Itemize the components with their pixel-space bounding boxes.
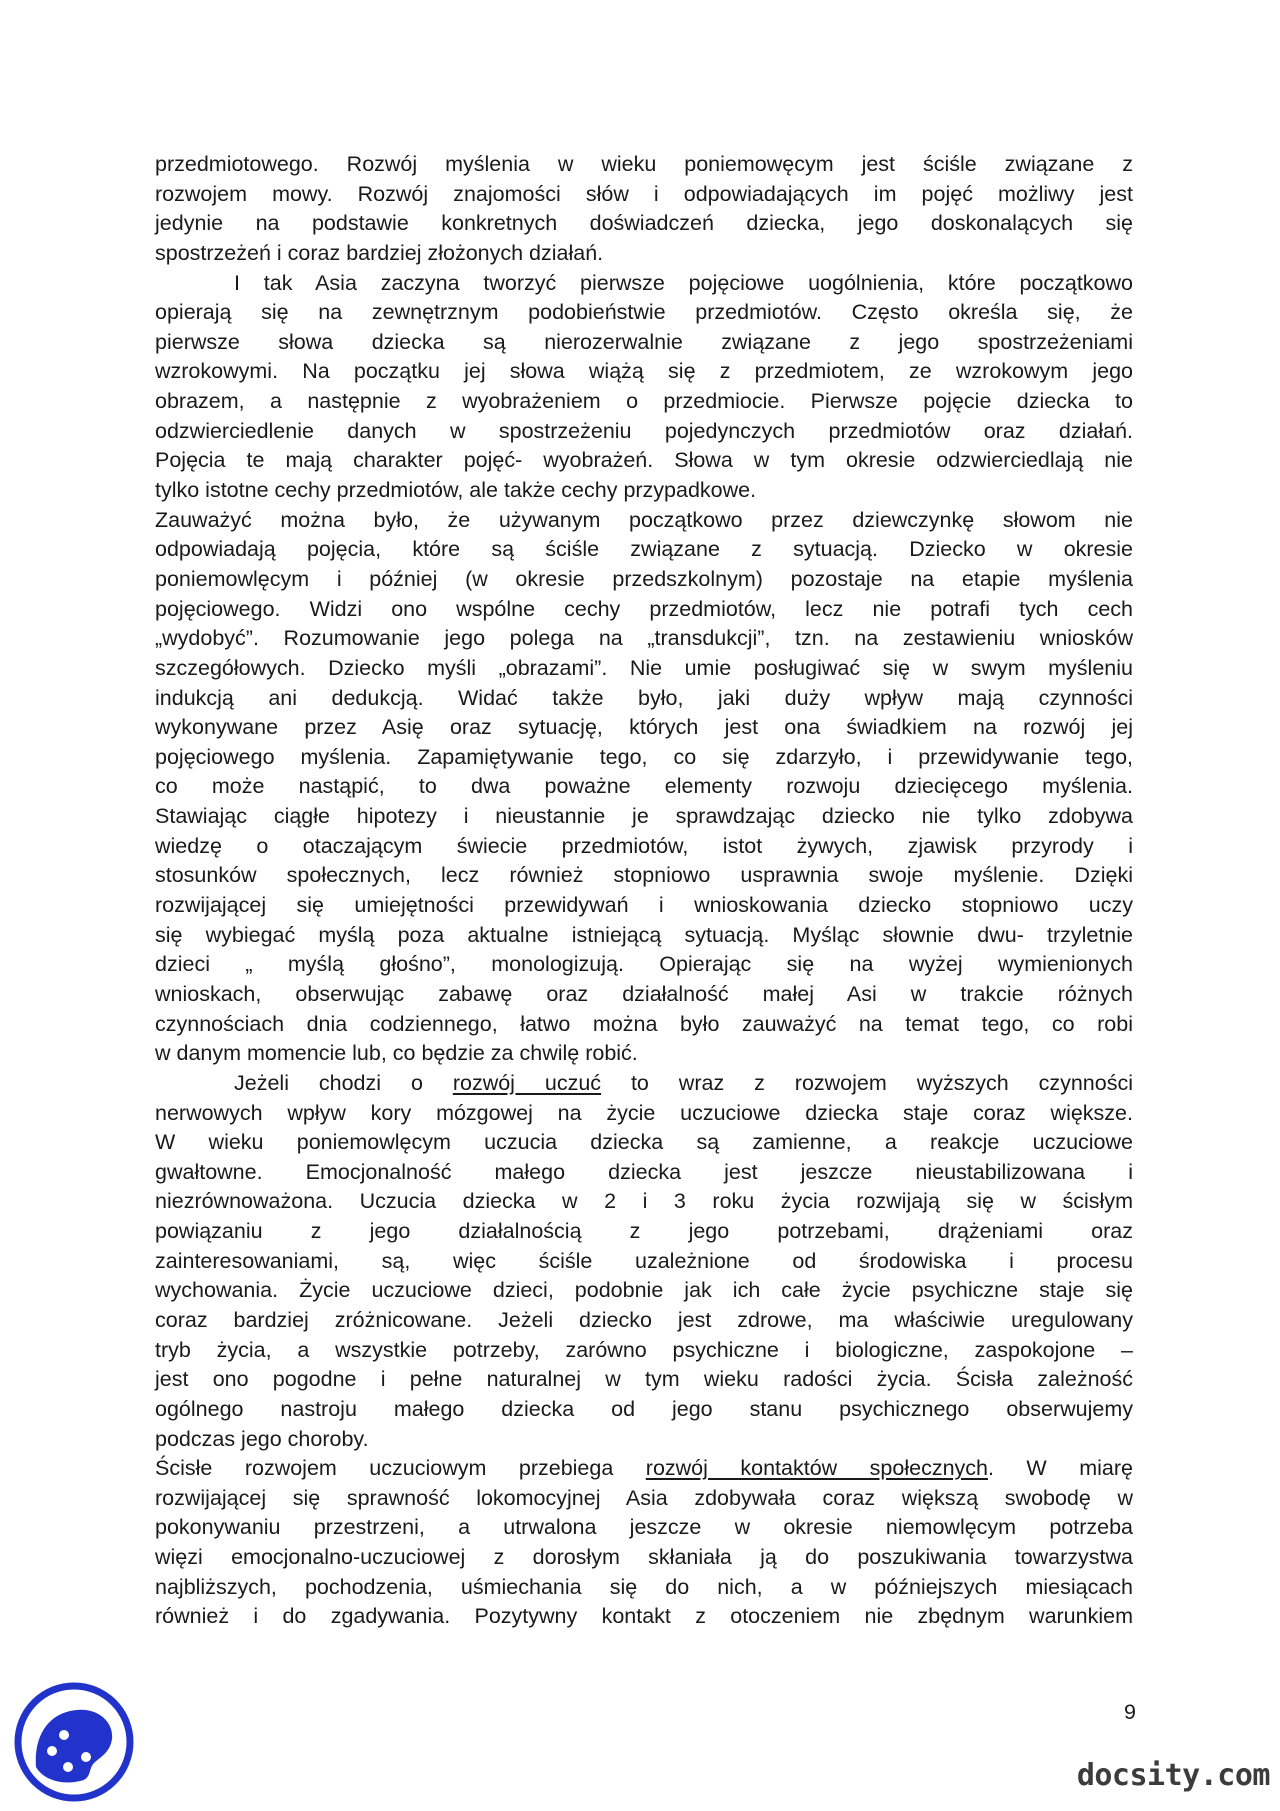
text-line <box>155 1513 1133 1543</box>
underlined-phrase: rozwój uczuć <box>452 1070 602 1095</box>
text-segment: wiedzę o otaczającym świecie przedmiotów, istot żywych, zjawisk przyrody i <box>155 833 1133 858</box>
text-segment: gwałtowne. Emocjonalność małego dziecka jest jeszcze nieustabilizowana i <box>155 1159 1133 1184</box>
text-line <box>155 1425 1133 1455</box>
text-segment: rozwijającej się sprawność lokomocyjnej Asia zdobywała coraz większą swobodę w <box>155 1485 1133 1510</box>
text-segment: również i do zgadywania. Pozytywny kontakt z otoczeniem nie zbędnym warunkiem <box>155 1604 1133 1629</box>
text-line <box>155 328 1133 358</box>
text-line <box>155 417 1133 447</box>
text-segment: opierają się na zewnętrznym podobieństwie przedmiotów. Często określa się, że <box>155 300 1133 325</box>
text-line <box>155 1039 1133 1069</box>
text-segment: wnioskach, obserwując zabawę oraz działalność małej Asi w trakcie różnych <box>155 981 1133 1006</box>
text-line <box>155 1484 1133 1514</box>
text-segment: odpowiadają pojęcia, które są ściśle związane z sytuacją. Dziecko w okresie <box>155 537 1133 562</box>
text-line <box>155 1158 1133 1188</box>
text-segment: pierwsze słowa dziecka są nierozerwalnie związane z jego spostrzeżeniami <box>155 329 1133 354</box>
text-line <box>155 1217 1133 1247</box>
text-line <box>155 1454 1133 1484</box>
text-line <box>155 595 1133 625</box>
text-segment: dzieci „ myślą głośno”, monologizują. Opierając się na wyżej wymienionych <box>155 952 1133 977</box>
text-line <box>155 1128 1133 1158</box>
text-line <box>155 269 1133 299</box>
text-segment: szczegółowych. Dziecko myśli „obrazami”. Nie umie posługiwać się w swym myśleniu <box>155 655 1133 680</box>
text-line <box>155 772 1133 802</box>
text-segment: indukcją ani dedukcją. Widać także było, jaki duży wpływ mają czynności <box>155 685 1133 710</box>
text-segment: jedynie na podstawie konkretnych doświadczeń dziecka, jego doskonalących się <box>155 211 1133 236</box>
text-line <box>155 239 1133 269</box>
text-segment: najbliższych, pochodzenia, uśmiechania się do nich, a w późniejszych miesiącach <box>155 1574 1133 1599</box>
text-segment: Ścisłe rozwojem uczuciowym przebiega <box>155 1456 646 1481</box>
text-line <box>155 1543 1133 1573</box>
text-line <box>155 476 1133 506</box>
text-segment: spostrzeżeń i coraz bardziej złożonych działań. <box>155 240 604 265</box>
text-line <box>155 1010 1133 1040</box>
text-segment: przedmiotowego. Rozwój myślenia w wieku poniemowęcym jest ściśle związane z <box>155 152 1133 176</box>
text-segment: się wybiegać myślą poza aktualne istniejącą sytuacją. Myśląc słownie dwu- trzyletnie <box>155 922 1133 947</box>
text-segment: pojęciowego myślenia. Zapamiętywanie tego, co się zdarzyło, i przewidywanie tego, <box>155 744 1133 769</box>
text-line <box>155 506 1133 536</box>
text-line <box>155 891 1133 921</box>
text-segment: ogólnego nastroju małego dziecka od jego stanu psychicznego obserwujemy <box>155 1396 1133 1421</box>
text-line <box>155 624 1133 654</box>
text-line <box>155 1602 1133 1632</box>
text-segment: jest ono pogodne i pełne naturalnej w tym wieku radości życia. Ścisła zależność <box>155 1367 1133 1392</box>
text-segment: co może nastąpić, to dwa poważne elementy rozwoju dziecięcego myślenia. <box>155 774 1133 799</box>
text-line <box>155 921 1133 951</box>
text-segment: powiązaniu z jego działalnością z jego potrzebami, drążeniami oraz <box>155 1219 1133 1244</box>
text-segment: wykonywane przez Asię oraz sytuację, których jest ona świadkiem na rozwój jej <box>155 715 1133 740</box>
text-line <box>155 209 1133 239</box>
text-segment: I tak Asia zaczyna tworzyć pierwsze pojęciowe uogólnienia, które początkowo <box>234 270 1133 295</box>
text-line <box>155 150 1133 180</box>
text-line <box>155 980 1133 1010</box>
text-segment: wzrokowymi. Na początku jej słowa wiążą się z przedmiotem, ze wzrokowym jego <box>155 359 1133 384</box>
text-segment: tylko istotne cechy przedmiotów, ale także cechy przypadkowe. <box>155 478 757 503</box>
text-line <box>155 684 1133 714</box>
text-segment: Stawiając ciągłe hipotezy i nieustannie je sprawdzając dziecko nie tylko zdobywa <box>155 804 1133 829</box>
docsity-watermark[interactable]: docsity.com <box>1076 1758 1270 1793</box>
text-segment: coraz bardziej zróżnicowane. Jeżeli dziecko jest zdrowe, ma właściwie uregulowany <box>155 1307 1133 1332</box>
text-line <box>155 1365 1133 1395</box>
text-line <box>155 1306 1133 1336</box>
text-segment: nerwowych wpływ kory mózgowej na życie uczuciowe dziecka staje coraz większe. <box>155 1100 1133 1125</box>
text-line <box>155 861 1133 891</box>
text-segment: obrazem, a następnie z wyobrażeniem o przedmiocie. Pierwsze pojęcie dziecka to <box>155 389 1133 414</box>
text-line <box>155 743 1133 773</box>
text-line <box>155 535 1133 565</box>
text-segment: W wieku poniemowlęcym uczucia dziecka są zamienne, a reakcje uczuciowe <box>155 1130 1133 1155</box>
text-segment: to wraz z rozwojem wyższych czynności <box>601 1070 1134 1095</box>
text-segment: rozwojem mowy. Rozwój znajomości słów i odpowiadających im pojęć możliwy jest <box>155 181 1133 206</box>
text-segment: zainteresowaniami, są, więc ściśle uzależnione od środowiska i procesu <box>155 1248 1133 1273</box>
text-segment: rozwijającej się umiejętności przewidywań i wnioskowania dziecko stopniowo uczy <box>155 893 1133 918</box>
text-line <box>155 1276 1133 1306</box>
text-line <box>155 387 1133 417</box>
text-segment: w danym momencie lub, co będzie za chwilę robić. <box>155 1041 638 1066</box>
text-line <box>155 950 1133 980</box>
underlined-phrase: rozwój kontaktów społecznych <box>645 1456 988 1481</box>
text-segment: tryb życia, a wszystkie potrzeby, zarówno psychiczne i biologiczne, zaspokojone – <box>155 1337 1133 1362</box>
text-line <box>155 713 1133 743</box>
text-segment: Pojęcia te mają charakter pojęć- wyobrażeń. Słowa w tym okresie odzwierciedlają nie <box>155 448 1133 473</box>
text-segment: niezrównoważona. Uczucia dziecka w 2 i 3 roku życia rozwijają się w ścisłym <box>155 1189 1133 1214</box>
text-line <box>155 1247 1133 1277</box>
text-line <box>155 1099 1133 1129</box>
text-line <box>155 1573 1133 1603</box>
text-line <box>155 565 1133 595</box>
docsity-logo-icon <box>14 1681 134 1803</box>
text-segment: wychowania. Życie uczuciowe dzieci, podobnie jak ich całe życie psychiczne staje się <box>155 1278 1133 1303</box>
text-segment: odzwierciedlenie danych w spostrzeżeniu pojedynczych przedmiotów oraz działań. <box>155 418 1133 443</box>
text-segment: podczas jego choroby. <box>155 1426 369 1451</box>
text-segment: Zauważyć można było, że używanym początkowo przez dziewczynkę słowom nie <box>155 507 1133 532</box>
text-line <box>155 802 1133 832</box>
document-body-text <box>155 150 1133 1632</box>
text-segment: Jeżeli chodzi o <box>234 1070 453 1095</box>
text-segment: poniemowlęcym i później (w okresie przedszkolnym) pozostaje na etapie myślenia <box>155 566 1133 591</box>
text-line <box>155 1336 1133 1366</box>
text-line <box>155 1395 1133 1425</box>
text-segment: pokonywaniu przestrzeni, a utrwalona jeszcze w okresie niemowlęcym potrzeba <box>155 1515 1133 1540</box>
text-segment: stosunków społecznych, lecz również stopniowo usprawnia swoje myślenie. Dzięki <box>155 863 1133 888</box>
text-segment: „wydobyć”. Rozumowanie jego polega na „transdukcji”, tzn. na zestawieniu wniosków <box>155 626 1133 651</box>
text-line <box>155 1069 1133 1099</box>
page-number: 9 <box>1124 1700 1136 1724</box>
text-segment: pojęciowego. Widzi ono wspólne cechy przedmiotów, lecz nie potrafi tych cech <box>155 596 1133 621</box>
text-segment: więzi emocjonalno-uczuciowej z dorosłym skłaniała ją do poszukiwania towarzystwa <box>155 1545 1133 1570</box>
text-line <box>155 298 1133 328</box>
text-segment: . W miarę <box>987 1456 1133 1481</box>
text-line <box>155 654 1133 684</box>
text-line <box>155 357 1133 387</box>
text-segment: czynnościach dnia codziennego, łatwo można było zauważyć na temat tego, co robi <box>155 1011 1133 1036</box>
text-line <box>155 180 1133 210</box>
text-line <box>155 446 1133 476</box>
text-line <box>155 1187 1133 1217</box>
text-line <box>155 832 1133 862</box>
